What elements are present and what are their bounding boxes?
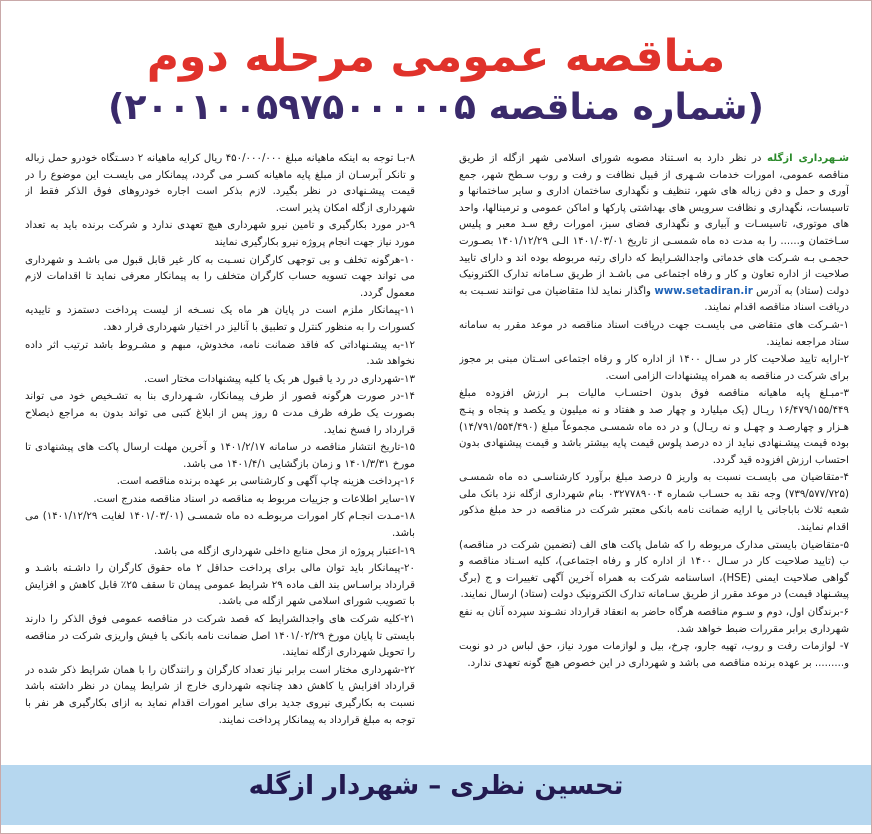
left-column: [25, 151, 415, 761]
notice-body: [1, 151, 872, 761]
clause-5: ۵-متقاضیان بایستی مدارک مربوطه را که شامل پاکت های الف (تضمین شرکت در مناقصه) ب (تایید صلاحیت کار در سـال ۱۴۰۰ از اداره کار و رفاه اجتماعی)، کلیه اسـناد مناقصه و گواهی صلاحیت ایمنی (HSE)، اساسنامه شرکت به همراه آخرین آگهی تغییرات و ج (برگ پیشـنهاد قیمت) در موعد مقرر از طریق سـامانه تدارک الکترونیک دولت (ستاد) ارسال نمایند.: [459, 539, 849, 601]
intro-text-2: واگذار نماید لذا متقاضیان می توانند نسـبت به دریافت اسناد مناقصه اقدام نمایند.: [459, 285, 849, 314]
clause-21: ۲۱-کلیه شرکت های واجدالشرایط که قصد شرکت در مناقصه عمومی فوق الذکر را دارند بایستی تا پایان مورخ ۱۴۰۱/۰۲/۲۹ اصل ضمانت نامه بانکی یا فیش واریزی شرکت در مناقصه را تحویل شهرداری ازگله نمایند.: [25, 614, 415, 659]
clause-18: ۱۸-مـدت انجـام کار امورات مربوطـه ده ماه شمسـی (۱۴۰۱/۰۳/۰۱ لغایت ۱۴۰۱/۱۲/۲۹) می باشد.: [25, 511, 415, 540]
mayor-signature-line: تحسین نظری – شهردار ازگله: [248, 771, 624, 801]
clause-11: ۱۱-پیمانکار ملزم است در پایان هر ماه یک نسـخه از لیست پرداخت دستمزد و تاییدیه کسورات را به منظور کنترل و تطبیق با آنالیز در اختیار شهرداری قرار دهد.: [25, 305, 415, 333]
intro-text-1: در نظر دارد به اسـتناد مصوبه شورای اسلامی شهر ازگله از طریق مناقصه عمومی، امورات خدمات شـهری از قبیل نظافت و رفت و روب سـطح شهر، جمع آوری و حمل و دفن زباله های شهر، تنظیف و نگهداری ساختمان اداری و سایر ساختمانها و تاسیسات، نگهداری و نظافت سرویس های بهداشتی پارکها و اماکن عمومی و ترمینالها، واحد های موتوری، تاسیسـات و آبیاری و نگهداری فضای سبز، امورات رفع سـد معبر و پلیس سـاختمان و...... را به مدت ده ماه شمسـی از تاریخ ۱۴۰۱/۰۳/۰۱ الـی ۱۴۰۱/۱۲/۲۹ بصـورت حجمـی بـه شـرکت های خدماتی واجدالشـرایط که دارای رتبه مربوطه بوده اند و دارای تایید صلاحیت از اداره تعاون و کار و رفاه اجتماعی می باشـد از طریق سـامانه تدارک الکترونیک دولت (ستاد) به آدرس: [459, 153, 849, 297]
clause-13: ۱۳-شهرداری در رد یا قبول هر یک یا کلیه پیشنهادات مختار است.: [143, 373, 415, 385]
clause-15: ۱۵-تاریخ انتشار مناقصه در سامانه ۱۴۰۱/۲/۱۷ و آخرین مهلت ارسال پاکت های پیشنهادی تا مورخ ۱۴۰۱/۳/۳۱ و زمان بازگشایی ۱۴۰۱/۴/۱ می باشد.: [25, 442, 415, 470]
intro-paragraph: [459, 151, 849, 317]
clause-7: ۷- لوازمات رفت و روب، تهیه جارو، چرخ، بیل و لوازمات مورد نیاز، حق لباس در دو نوبت و......... بر عهده برنده مناقصه می باشد و شهرداری در این خصوص هیچ گونه تعهدی ندارد.: [459, 641, 849, 669]
clause-12: ۱۲-به پیشـنهاداتی که فاقد ضمانت نامه، مخدوش، مبهم و مشـروط باشد ترتیب اثر داده نخواهد شد.: [25, 339, 415, 368]
clause-14: ۱۴-در صورت هرگونه قصور از طرف پیمانکار، شـهرداری بنا به تشـخیص خود می تواند بصورت یک طرفه ظرف مدت ۵ روز پس از ابلاغ کتبی می تواند بدون به مراجع ذیصلاح قرارداد را فسخ نماید.: [25, 391, 415, 436]
clause-9: ۹-در مورد بکارگیری و تامین نیرو شهرداری هیچ تعهدی ندارد و شرکت برنده باید به تعداد مورد نیاز جهت انجام پروژه نیرو بکارگیری نمایند: [25, 220, 415, 248]
clause-17: ۱۷-سایر اطلاعات و جزییات مربوط به مناقصه در اسناد مناقصه مندرج است.: [93, 493, 415, 505]
clause-19: ۱۹-اعتبار پروژه از محل منابع داخلی شهرداری ازگله می باشد.: [154, 545, 415, 557]
clause-20: ۲۰-پیمانکار باید توان مالی برای پرداخت حداقل ۲ ماه حقوق کارگران را داشـته باشـد و قرارداد براسـاس بند الف ماده ۲۹ شرایط عمومی پیمان تا سقف ۲۵٪ قابل کاهش و افزایش با تصویب شورای اسلامی شهر ازگله می باشد.: [25, 563, 415, 608]
setad-website-link[interactable]: www.setadiran.ir: [654, 285, 753, 297]
tender-number: (شماره مناقصه ۲۰۰۱۰۰۵۹۷۵۰۰۰۰۰۵): [108, 87, 764, 128]
clause-3: ۳-مبـلغ پایه ماهیانه مناقصه فوق بدون احتسـاب مالیات بـر ارزش افزوده مبلغ ۱۶/۴۷۹/۱۵۵/۴۴۹ ریـال (یک میلیارد و چهار صد و هفتاد و نه میلیون و یکصد و پنجاه و پنـج هـزار و چهارصـد و چهـل و نه ریـال) و در ده ماه شمسـی مجموعاً مبلغ (۱۴/۷۹۱/۵۵۴/۴۹۰) بوده قیمت پیشـنهادی نباید از ده درصد پلوس قیمت پایه بیشتر باشد و قیمت پیشنهادی بدون احتساب ارزش افزوده قید گردد.: [459, 388, 849, 466]
clause-16: ۱۶-پرداخت هزینه چاپ آگهی و کارشناسی بر عهده برنده مناقصه است.: [116, 476, 415, 488]
clause-22: ۲۲-شهرداری مختار است برابر نیاز تعداد کارگران و رانندگان را با همان شرایط ذکر شده در قرارداد افزایش یا کاهش دهد چنانچه شهرداری خارج از شرایط پیمان در نظر داشته باشد نسبت به بکارگیری نیروی جدید برای سایر امورات اقدام نماید به ازای بکارگیری هر نفر با توجه به مبلغ قرارداد به پیمانکار پرداخت نمایند.: [25, 664, 415, 726]
clause-1: ۱-شـرکت های متقاضی می بایسـت جهت دریافت اسناد مناقصه در موعد مقرر به سامانه ستاد مراجعه نمایند.: [459, 319, 849, 348]
clause-6: ۶-برندگان اول، دوم و سـوم مناقصه هرگاه حاضر به انعقاد قرارداد نشـوند سپرده آنان به نفع شهرداری برابر مقررات ضبط خواهد شد.: [459, 607, 849, 635]
municipality-name: شـهرداری ازگله: [767, 153, 849, 164]
clause-8: ۸-بـا توجه به اینکه ماهیانه مبلغ ۴۵۰/۰۰۰/۰۰۰ ریال کرایه ماهیانه ۲ دسـتگاه خودرو حمل زباله و تانکر آبرسـان از مبلغ پایه ماهیانه کسـر می گردد، پیمانکار می بایسـت این موضوع را در قیمت پیشـنهادی در نظر بگیرد. لازم بذکر است اجاره خودروهای فوق الذکر فقط از شهرداری ازگله امکان پذیر است.: [25, 153, 415, 214]
notice-title: مناقصه عمومی مرحله دوم: [146, 31, 726, 82]
right-column: [459, 151, 849, 761]
clause-2: ۲-ارایه تایید صلاحیت کار در سـال ۱۴۰۰ از اداره کار و رفاه اجتماعی اسـتان مبنی بر مجوز برای شرکت در مناقصه به همراه پیشنهادات الزامی است.: [459, 354, 849, 382]
clause-10: ۱۰-هرگونه تخلف و بی توجهی کارگران نسـبت به کار غیر قابل قبول می باشـد و شهرداری می تواند جهت تسویه حساب کارگران متخلف را به پیمانکار معرفی نماید تا اقدامات لازم معمول گردد.: [25, 254, 415, 299]
clause-4: ۴-متقاضیان می بایسـت نسبت به واریز ۵ درصد مبلغ برآورد کارشناسـی ده ماه شمسـی (۷۳۹/۵۷۷/۷۲۵) وجه نقد به حسـاب شماره ۰۳۲۷۷۸۹۰۰۴ بنام شهرداری ازگله نزد بانک ملی شعبه ثلاث باباجانی یا ارایه ضمانت نامه بانکی معتبر شرکت در مناقصه در حد مبلغ مذکور اقدام نمایند.: [459, 472, 849, 534]
